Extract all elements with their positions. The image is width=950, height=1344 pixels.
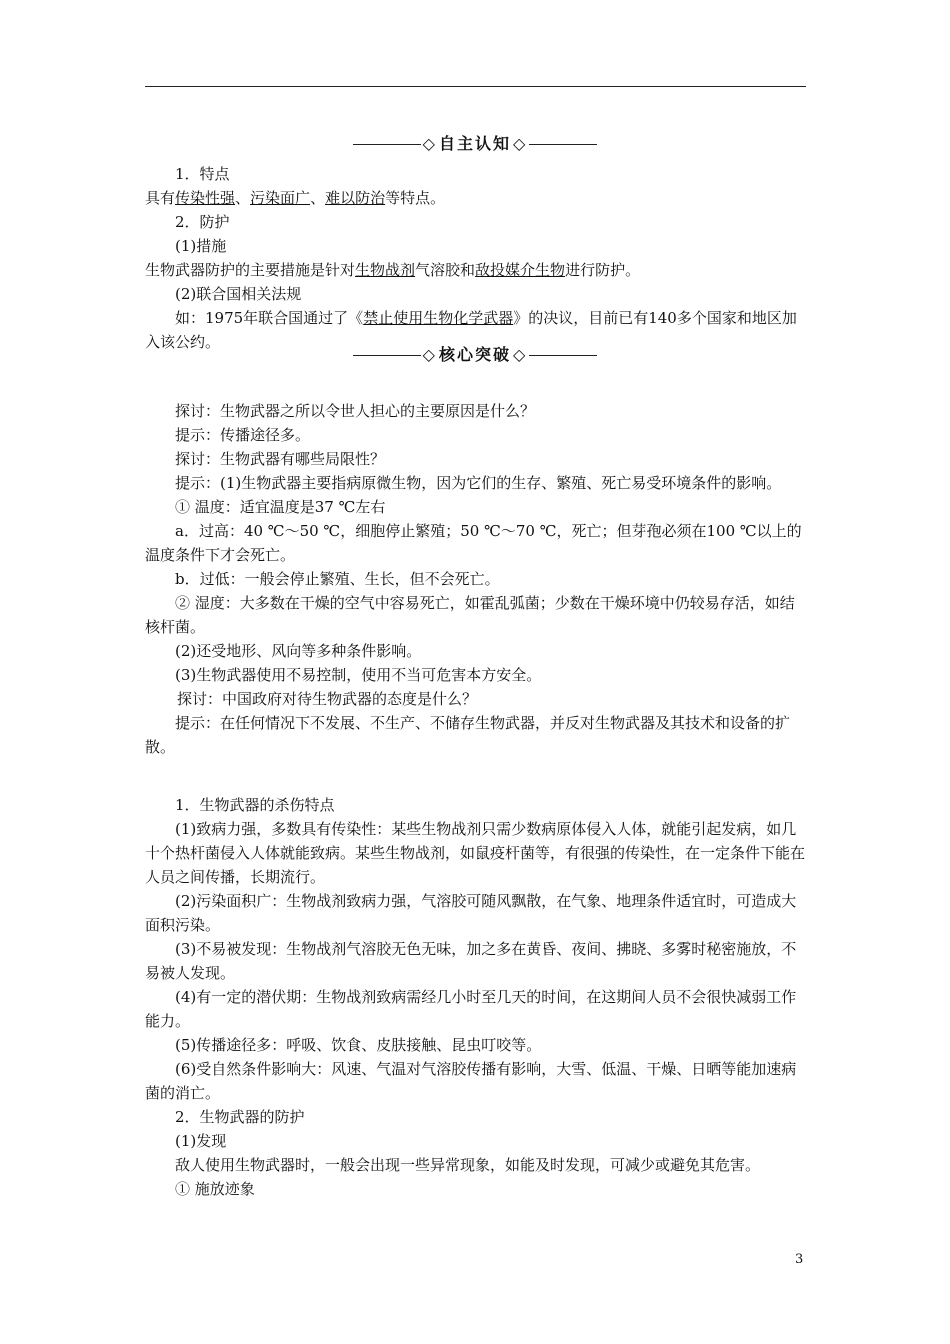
paragraph: a．过高：40 ℃～50 ℃，细胞停止繁殖；50 ℃～70 ℃，死亡；但芽孢必须在100 ℃以上的温度条件下才会死亡。 [145, 522, 802, 564]
paragraph: 探讨：生物武器有哪些局限性？ [175, 450, 386, 468]
header-rule [145, 86, 806, 87]
text: 气溶胶和 [415, 261, 476, 279]
section-heading-self-study [0, 131, 950, 154]
paragraph [145, 258, 807, 282]
paragraph: (4)有一定的潜伏期：生物战剂致病需经几小时至几天的时间，在这期间人员不会很快减弱工作能力。 [145, 988, 797, 1030]
diamond-icon: ◇ [513, 134, 528, 153]
underlined-term: 传染性强 [175, 189, 236, 207]
paragraph: (1)措施 [175, 237, 227, 255]
paragraph: (2)联合国相关法规 [175, 285, 302, 303]
paragraph: 1．特点 [175, 165, 230, 183]
diamond-icon: ◇ [513, 345, 528, 364]
paragraph: b．过低：一般会停止繁殖、生长，但不会死亡。 [175, 570, 500, 588]
paragraph: 提示：在任何情况下不发展、不生产、不储存生物武器，并反对生物武器及其技术和设备的扩散。 [145, 714, 791, 756]
paragraph: (1)发现 [175, 1132, 227, 1150]
underlined-term: 禁止使用生物化学武器 [363, 309, 514, 327]
heading-line-left [353, 144, 421, 145]
heading-line-right [529, 144, 597, 145]
text: 生物武器防护的主要措施是针对 [145, 261, 356, 279]
section-notes-body [145, 793, 807, 1201]
section-title: 自主认知 [438, 134, 511, 153]
paragraph: (3)生物武器使用不易控制，使用不当可危害本方安全。 [175, 666, 542, 684]
paragraph: (1)致病力强，多数具有传染性：某些生物战剂只需少数病原体侵入人体，就能引起发病，如几十个热杆菌侵入人体就能致病。某些生物战剂，如鼠疫杆菌等，有很强的传染性，在一定条件下能在人员之间传播，长期流行。 [145, 820, 806, 886]
text: 具有 [145, 189, 176, 207]
text: 等特点。 [385, 189, 446, 207]
paragraph: 提示：(1)生物武器主要指病原微生物，因为它们的生存、繁殖、死亡易受环境条件的影响。 [175, 474, 782, 492]
paragraph: (3)不易被发现：生物战剂气溶胶无色无味，加之多在黄昏、夜间、拂晓、多雾时秘密施放，不易被人发现。 [145, 940, 797, 982]
paragraph: 2．生物武器的防护 [175, 1108, 305, 1126]
text: 、 [310, 189, 326, 207]
paragraph: 1．生物武器的杀伤特点 [175, 796, 335, 814]
diamond-icon: ◇ [422, 345, 437, 364]
paragraph: (2)还受地形、风向等多种条件影响。 [175, 642, 422, 660]
text: 》的决议，目前已有140多个国家和地区加入该公约。 [145, 309, 797, 351]
page-number: 3 [795, 1252, 804, 1267]
underlined-term: 敌投媒介生物 [475, 261, 566, 279]
paragraph: (5)传播途径多：呼吸、饮食、皮肤接触、昆虫叮咬等。 [175, 1036, 542, 1054]
underlined-term: 生物战剂 [355, 261, 416, 279]
text: 如：1975年联合国通过了《 [175, 309, 364, 327]
paragraph: 2．防护 [175, 213, 230, 231]
paragraph: 探讨：中国政府对待生物武器的态度是什么？ [177, 690, 478, 708]
section-heading-core [0, 342, 950, 365]
heading-line-left [353, 355, 421, 356]
paragraph [145, 186, 807, 210]
paragraph: 敌人使用生物武器时，一般会出现一些异常现象，如能及时发现，可减少或避免其危害。 [175, 1156, 761, 1174]
text: 、 [235, 189, 251, 207]
text: 进行防护。 [565, 261, 641, 279]
section-title: 核心突破 [438, 345, 511, 364]
paragraph: 探讨：生物武器之所以令世人担心的主要原因是什么？ [175, 402, 536, 420]
diamond-icon: ◇ [422, 134, 437, 153]
paragraph: (2)污染面积广：生物战剂致病力强，气溶胶可随风飘散，在气象、地理条件适宜时，可造成大面积污染。 [145, 892, 797, 934]
underlined-term: 污染面广 [250, 189, 311, 207]
paragraph: 提示：传播途径多。 [175, 426, 311, 444]
heading-line-right [529, 355, 597, 356]
section-self-study-body [145, 162, 807, 354]
section-core-body [145, 399, 807, 759]
paragraph: (6)受自然条件影响大：风速、气温对气溶胶传播有影响，大雪、低温、干燥、日晒等能加速病菌的消亡。 [145, 1060, 797, 1102]
paragraph: ② 湿度：大多数在干燥的空气中容易死亡，如霍乱弧菌；少数在干燥环境中仍较易存活，如结核杆菌。 [145, 594, 795, 636]
underlined-term: 难以防治 [325, 189, 386, 207]
paragraph: ① 施放迹象 [175, 1180, 255, 1198]
paragraph: ① 温度：适宜温度是37 ℃左右 [175, 498, 386, 516]
